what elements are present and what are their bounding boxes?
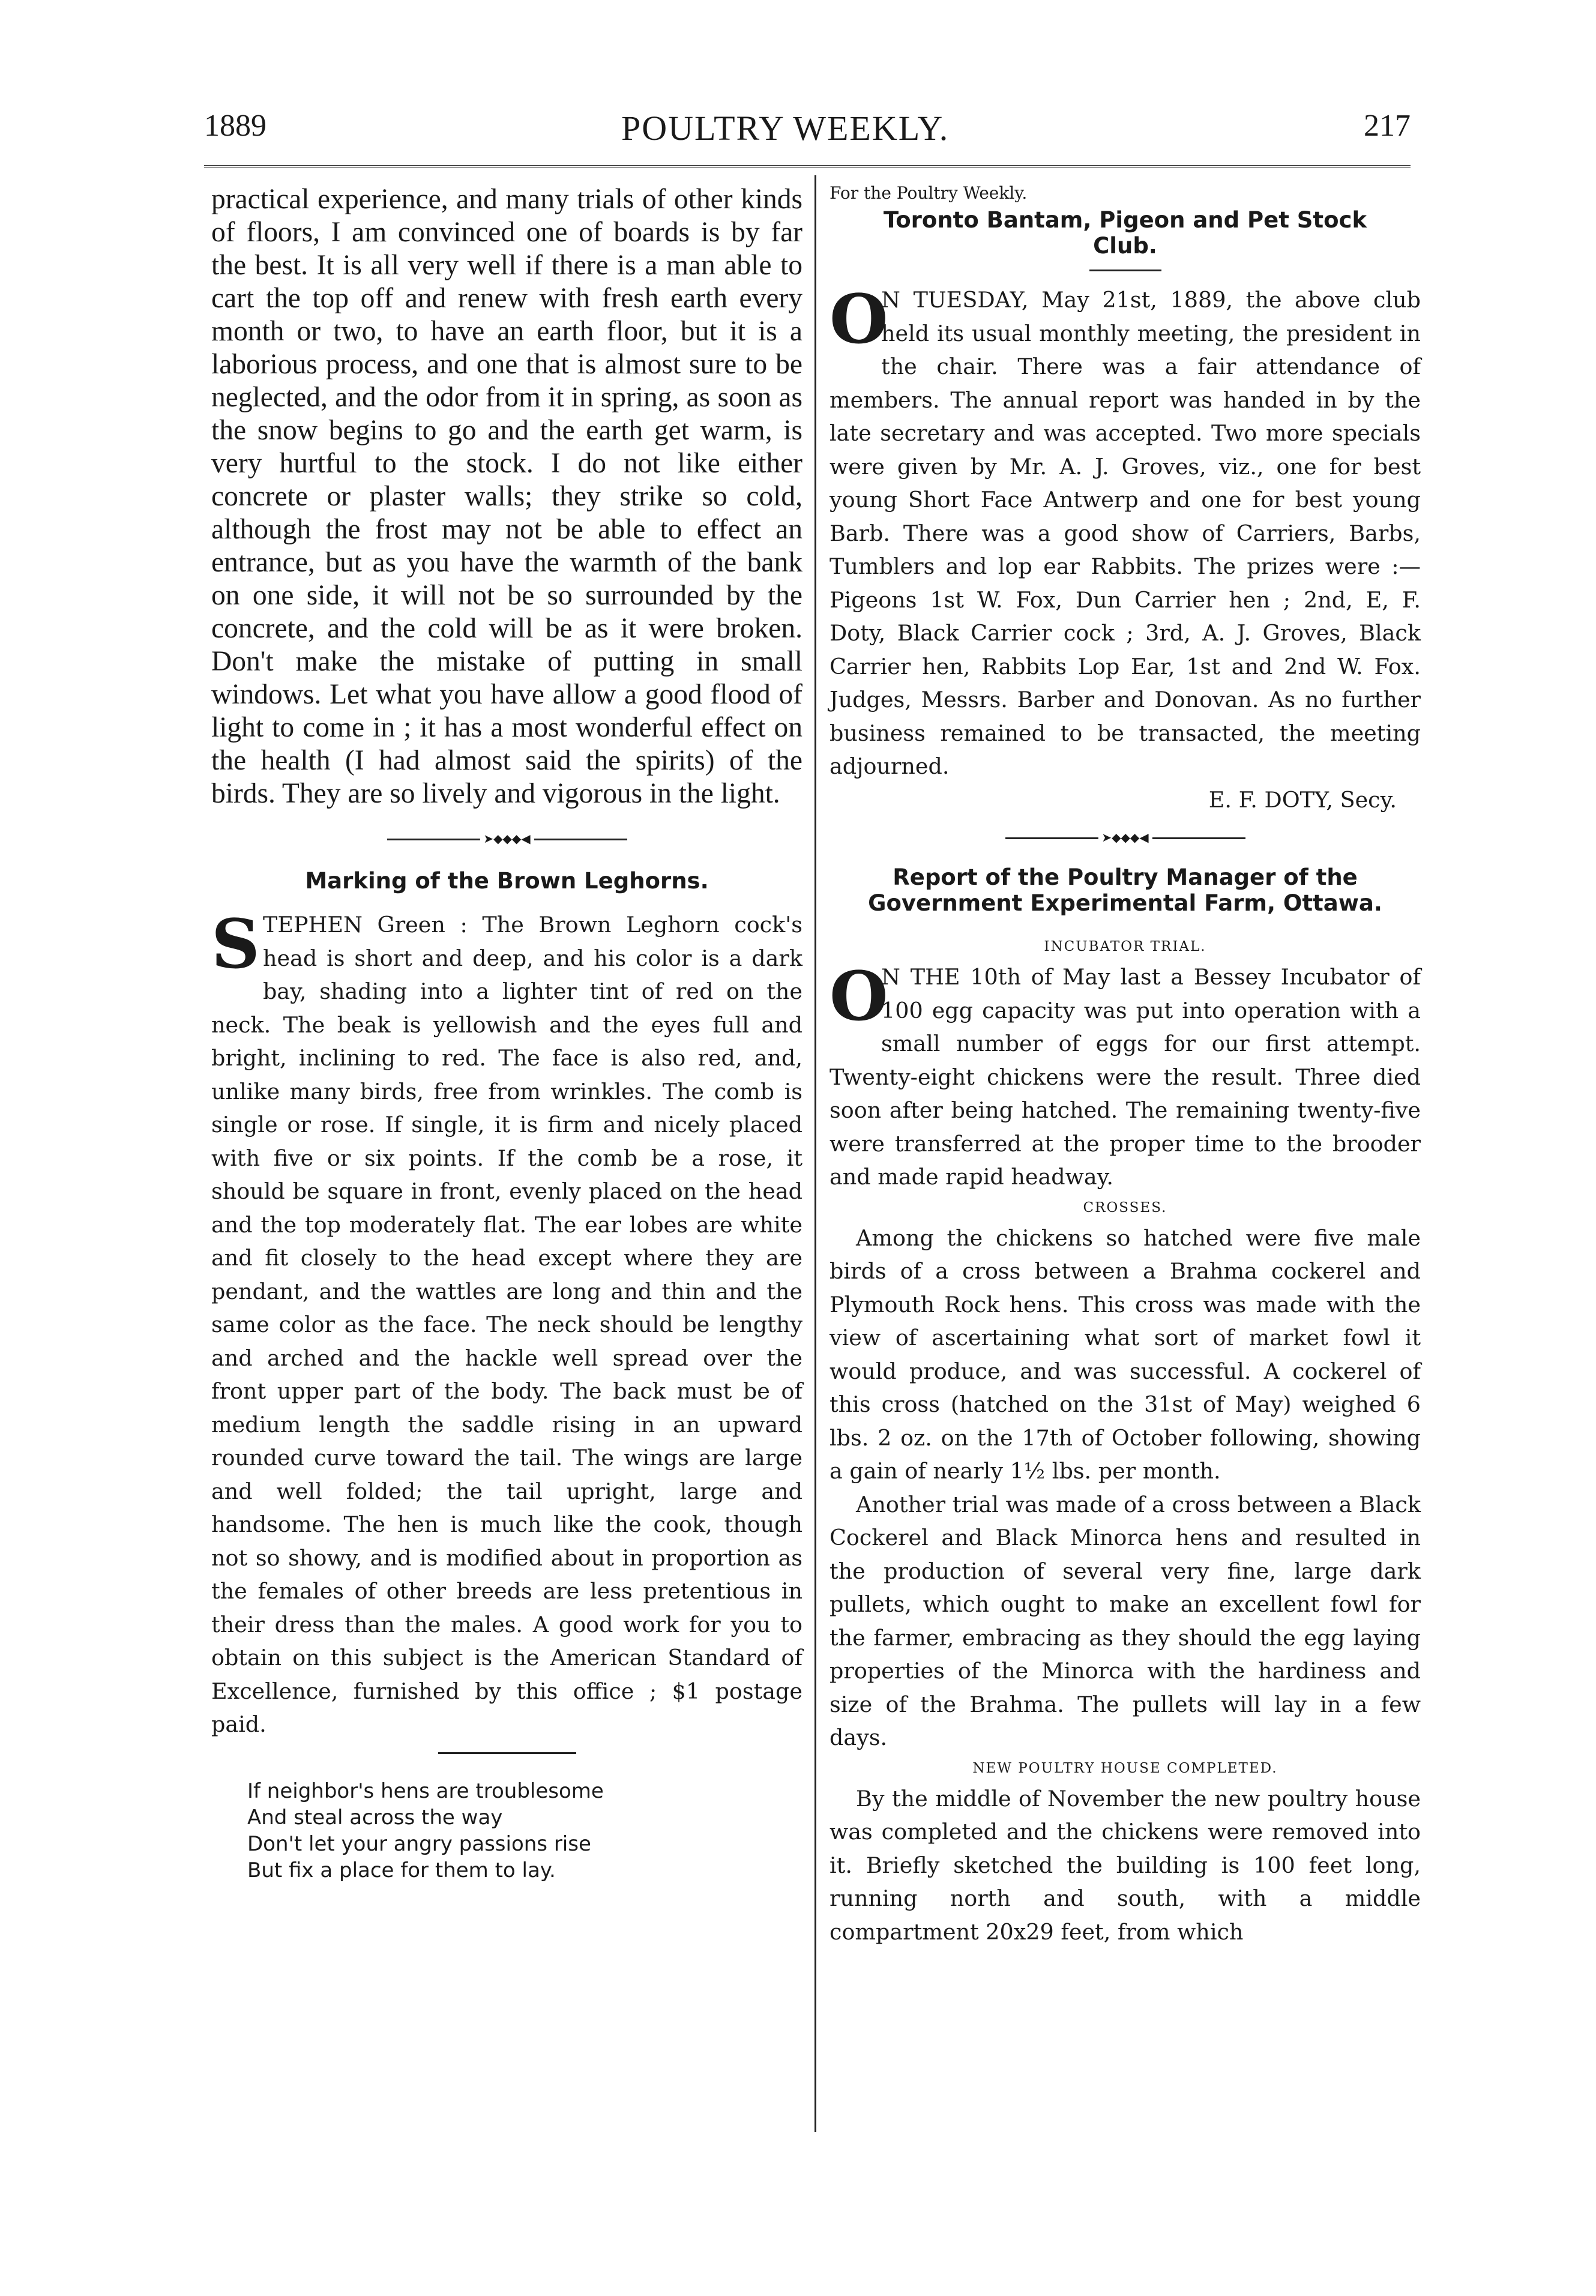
- heading-rule: [1089, 270, 1161, 271]
- poultry-house-text: By the middle of November the new poultry house was completed and the chickens were removed into it. Briefly sketched the building is 100 feet long, running north and south, with a middle compartment 20x29 feet, from which: [830, 1785, 1421, 1945]
- crosses-subheading: CROSSES.: [1083, 1199, 1167, 1216]
- poem: [247, 1778, 803, 1884]
- separator-ornament: ➤◆◆◆◀: [480, 833, 534, 845]
- club-article: [830, 280, 1421, 783]
- leghorn-drop-cap: S: [211, 905, 260, 984]
- poem-line: If neighbor's hens are troublesome: [247, 1779, 604, 1803]
- separator-ornament: ➤◆◆◆◀: [1098, 832, 1152, 844]
- left-column: [211, 183, 803, 1884]
- floors-article-text: practical experience, and many trials of other kinds of floors, I am convinced one of boards is by far the best. It is all very well if there is a man able to cart the top off and renew with fresh earth every month or two, to have an earth floor, but it is a laborious process, and one that is almost sure to be neglected, and the odor from it in spring, as soon as the snow begins to go and the earth get warm, is very hurtful to the stock. I do not like either concrete or plaster walls; they strike so cold, although the frost may not be able to effect an entrance, but as you have the warmth of the bank on one side, it will not be so surrounded by the concrete, and the cold will be as it were broken. Don't make the mistake of putting in small windows. Let what you have allow a good flood of light to come in ; it has a most wonderful effect on the health (I had almost said the spirits) of the birds. They are so lively and vigorous in the light.: [211, 184, 803, 809]
- article-separator: [1005, 832, 1245, 844]
- club-heading: Toronto Bantam, Pigeon and Pet Stock Club.: [883, 207, 1367, 259]
- header-year: 1889: [204, 109, 267, 143]
- article-credit: For the Poultry Weekly.: [830, 183, 1028, 203]
- crosses-paragraph-2: Another trial was made of a cross between a Black Cockerel and Black Minorca hens and resulted in the production of several very fine, large dark pullets, which ought to make an excellent fowl for the farmer, embracing as they should the egg laying properties of the Minorca with the hardiness and size of the Brahma. The pullets will lay in a few days.: [830, 1491, 1421, 1750]
- report-heading: Report of the Poultry Manager of the Government Experimental Farm, Ottawa.: [868, 864, 1382, 916]
- poem-line: Don't let your angry passions rise: [247, 1831, 591, 1856]
- incubator-section: [830, 957, 1421, 1194]
- club-drop-cap: O: [830, 280, 888, 359]
- poem-line: But fix a place for them to lay.: [247, 1858, 556, 1882]
- header-rule: [204, 165, 1411, 167]
- leghorn-heading: Marking of the Brown Leghorns.: [305, 868, 709, 894]
- poem-line: And steal across the way: [247, 1805, 503, 1830]
- leghorn-article-text: TEPHEN Green : The Brown Leghorn cock's head is short and deep, and his color is a dark bay, shading into a lighter tint of red on the neck. The beak is yellowish and the eyes full and bright, inclining to red. The face is also red, and, unlike many birds, free from wrinkles. The comb is single or rose. If single, it is firm and nicely placed with five or six points. If the comb be a rose, it should be square in front, evenly placed on the head and the top moderately flat. The ear lobes are white and fit closely to the head except where they are pendant, and the wattles are long and thin and the same color as the face. The neck should be lengthy and arched and the hackle well spread over the front upper part of the body. The back must be of medium length the saddle rising in an upward rounded curve toward the tail. The wings are large and well folded; the tail upright, large and handsome. The hen is much like the cook, though not so showy, and is modified about in proportion as the females of other breeds are less pretentious in their dress than the males. A good work for you to obtain on this subject is the American Standard of Excellence, furnished by this office ; $1 postage paid.: [211, 912, 803, 1737]
- club-article-text: N TUESDAY, May 21st, 1889, the above club held its usual monthly meeting, the president in the chair. There was a fair attendance of members. The annual report was handed in by the late secretary and was accepted. Two more specials were given by Mr. A. J. Groves, viz., one for best young Short Face Antwerp and one for best young Barb. There was a good show of Carriers, Barbs, Tumblers and lop ear Rabbits. The prizes were :—Pigeons 1st W. Fox, Dun Carrier hen ; 2nd, E, F. Doty, Black Carrier cock ; 3rd, A. J. Groves, Black Carrier hen, Rabbits Lop Ear, 1st and 2nd W. Fox. Judges, Messrs. Barber and Donovan. As no further business remained to be transacted, the meeting adjourned.: [830, 287, 1421, 779]
- club-signature: E. F. DOTY, Secy.: [1208, 786, 1397, 813]
- leghorn-article: [211, 905, 803, 1741]
- right-column: [830, 183, 1421, 1948]
- poem-rule: [438, 1752, 576, 1754]
- crosses-paragraph-1: Among the chickens so hatched were five male birds of a cross between a Brahma cockerel and Plymouth Rock hens. This cross was made with the view of ascertaining what sort of market fowl it would produce, and was successful. A cockerel of this cross (hatched on the 31st of May) weighed 6 lbs. 2 oz. on the 17th of October following, showing a gain of nearly 1½ lbs. per month.: [830, 1225, 1421, 1484]
- header-title: POULTRY WEEKLY.: [621, 109, 950, 148]
- page-header: [204, 108, 1411, 156]
- incubator-text: N THE 10th of May last a Bessey Incubator of 100 egg capacity was put into operation with a small number of eggs for our first attempt. Twenty-eight chickens were the result. Three died soon after being hatched. The remaining twenty-five were transferred at the proper time to the brooder and made rapid headway.: [830, 964, 1421, 1190]
- article-separator: [387, 833, 627, 845]
- column-divider: [815, 175, 816, 2132]
- incubator-subheading: INCUBATOR TRIAL.: [1044, 939, 1206, 954]
- report-drop-cap: O: [830, 957, 888, 1036]
- poultry-house-subheading: NEW POULTRY HOUSE COMPLETED.: [972, 1760, 1278, 1776]
- header-page-number: 217: [1364, 109, 1411, 143]
